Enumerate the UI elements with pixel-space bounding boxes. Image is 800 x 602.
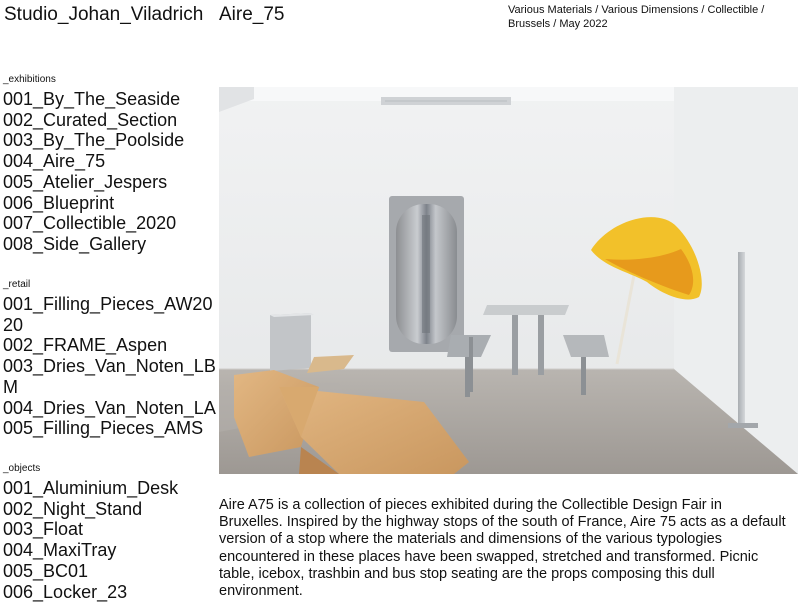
project-meta: Various Materials / Various Dimensions / Collectible / Brussels / May 2022	[508, 4, 765, 30]
object-item	[3, 582, 217, 602]
retail-link[interactable]: 003_Dries_Van_Noten_LBM	[3, 356, 216, 397]
retail-link[interactable]: 001_Filling_Pieces_AW2020	[3, 294, 213, 335]
object-link[interactable]: 004_MaxiTray	[3, 540, 117, 561]
exhibition-link[interactable]: 002_Curated_Section	[3, 109, 178, 130]
exhibitions-section	[3, 74, 217, 255]
retail-item	[3, 335, 217, 356]
retail-list	[3, 294, 217, 439]
object-link[interactable]: 005_BC01	[3, 560, 89, 581]
object-item	[3, 540, 217, 561]
exhibition-link[interactable]: 004_Aire_75	[3, 151, 106, 172]
exhibition-item	[3, 130, 217, 151]
exhibitions-list	[3, 89, 217, 255]
retail-link[interactable]: 005_Filling_Pieces_AMS	[3, 418, 204, 439]
retail-item	[3, 356, 217, 397]
object-item	[3, 499, 217, 520]
exhibition-item	[3, 213, 217, 234]
studio-home-link[interactable]: Studio_Johan_Viladrich	[4, 4, 204, 25]
retail-link[interactable]: 004_Dries_Van_Noten_LA	[3, 397, 216, 418]
objects-list	[3, 478, 217, 602]
exhibition-item	[3, 234, 217, 255]
exhibition-item	[3, 110, 217, 131]
object-link[interactable]: 003_Float	[3, 519, 84, 540]
icebox	[270, 313, 314, 371]
mirror-panel	[389, 196, 464, 352]
retail-section	[3, 279, 217, 439]
exhibition-photo	[219, 87, 798, 474]
object-item	[3, 519, 217, 540]
exhibition-link[interactable]: 003_By_The_Poolside	[3, 130, 185, 151]
object-link[interactable]: 002_Night_Stand	[3, 498, 143, 519]
exhibition-item	[3, 193, 217, 214]
project-title: Aire_75	[219, 4, 285, 25]
objects-section	[3, 463, 217, 602]
exhibition-link[interactable]: 008_Side_Gallery	[3, 233, 147, 254]
retail-item	[3, 398, 217, 419]
retail-link[interactable]: 002_FRAME_Aspen	[3, 335, 168, 356]
exhibition-link[interactable]: 007_Collectible_2020	[3, 213, 177, 234]
retail-item	[3, 294, 217, 335]
object-link[interactable]: 001_Aluminium_Desk	[3, 478, 179, 498]
objects-label: _objects	[3, 463, 41, 474]
retail-label: _retail	[3, 279, 31, 290]
object-link[interactable]: 006_Locker_23	[3, 581, 128, 602]
exhibitions-label: _exhibitions	[3, 74, 56, 85]
exhibition-item	[3, 89, 217, 110]
exhibition-link[interactable]: 006_Blueprint	[3, 192, 115, 213]
exhibition-item	[3, 151, 217, 172]
retail-item	[3, 418, 217, 439]
exhibition-item	[3, 172, 217, 193]
exhibition-link[interactable]: 005_Atelier_Jespers	[3, 171, 168, 192]
exhibition-link[interactable]: 001_By_The_Seaside	[3, 89, 181, 109]
object-item	[3, 561, 217, 582]
object-item	[3, 478, 217, 499]
project-description: Aire A75 is a collection of pieces exhibited during the Collectible Design Fair in Bruxelles. Inspired by the highway stops of the south of France, Aire 75 acts as a default version of a stop where the materials and dimensions of the various typologies encountered in these places have been swapped, stretched and transformed. Picnic table, icebox, trashbin and bus stop seating are the props composing this dull environment.	[219, 497, 786, 600]
